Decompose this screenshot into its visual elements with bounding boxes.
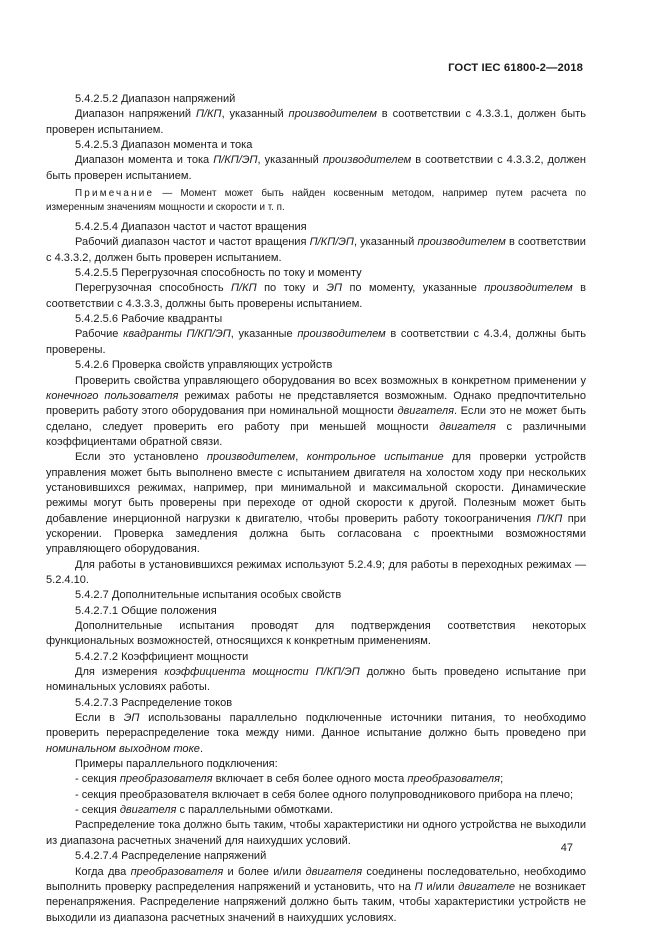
- note-text: — Момент может быть найден косвенным методом, например путем расчета по измеренным значениям мощности и скорости и т. п.: [46, 188, 586, 214]
- section-heading: 5.4.2.7.4 Распределение напряжений: [75, 850, 267, 863]
- paragraph: Для измерения коэффициента мощности П/КП/ЭП должно быть проведено испытание при номинальных условиях работы.: [46, 666, 587, 694]
- section-heading: 5.4.2.7.1 Общие положения: [75, 604, 217, 617]
- note: [46, 187, 586, 215]
- document-body: [46, 92, 586, 926]
- paragraph: Дополнительные испытания проводят для подтверждения соответствия некоторых функциональных возможностей, относящихся к конкретным применениям.: [46, 620, 586, 648]
- section-heading: 5.4.2.5.2 Диапазон напряжений: [75, 93, 236, 105]
- document-header: ГОСТ IEC 61800-2—2018: [448, 62, 583, 74]
- section-heading: 5.4.2.5.5 Перегрузочная способность по току и моменту: [75, 267, 362, 280]
- paragraph: Рабочие квадранты П/КП/ЭП, указанные производителем в соответствии с 4.3.4, должны быть проверены.: [46, 328, 586, 356]
- section-heading: 5.4.2.6 Проверка свойств управляющих устройств: [75, 359, 333, 372]
- section-heading: 5.4.2.7 Дополнительные испытания особых свойств: [75, 589, 342, 602]
- page-number: 47: [560, 842, 573, 854]
- paragraph: Диапазон напряжений П/КП, указанный производителем в соответствии с 4.3.3.1, должен быть проверен испытанием.: [46, 108, 586, 136]
- list-item: - секция двигателя с параллельными обмотками.: [75, 804, 334, 817]
- paragraph: Перегрузочная способность П/КП по току и ЭП по моменту, указанные производителем в соответствии с 4.3.3.3, должны быть проверены испытанием.: [46, 282, 586, 310]
- list-item: - секция преобразователя включает в себя более одного полупроводникового прибора на плечо;: [75, 788, 574, 801]
- list-item: - секция преобразователя включает в себя более одного моста преобразователя;: [75, 773, 504, 786]
- paragraph: Если это установлено производителем, контрольное испытание для проверки устройств управления может быть выполнено вместе с испытанием двигателя на холостом ходу при нескольких установившихся режимах, например, при минимальной и максимальной скорости. Динамические режимы могут быть проверены при переходе от одной скорости к другой. Полезным может быть добавление инерционной нагрузки к двигателю, чтобы проверить работу токоограничения П/КП при ускорении. Проверка замедления должна быть согласована с проектными возможностями управляющего оборудования.: [46, 451, 587, 556]
- note-label: Примечание: [75, 188, 155, 200]
- paragraph: Проверить свойства управляющего оборудования во всех возможных в конкретном применении у конечного пользователя режимах работы не представляется возможным. Однако предпочтительно проверить работу этого оборудования при номинальной мощности двигателя. Если это не может быть сделано, следует проверить его работу при меньшей мощности двигателя с различными коэффициентами обратной связи.: [46, 374, 587, 448]
- paragraph: Примеры параллельного подключения:: [75, 758, 278, 771]
- paragraph: Диапазон момента и тока П/КП/ЭП, указанный производителем в соответствии с 4.3.3.2, должен быть проверен испытанием.: [46, 154, 586, 182]
- section-heading: 5.4.2.5.4 Диапазон частот и частот вращения: [75, 221, 307, 234]
- paragraph: Если в ЭП использованы параллельно подключенные источники питания, то необходимо проверить перераспределение тока между ними. Данное испытание должно быть проведено при номинальном выходном токе.: [46, 712, 586, 755]
- paragraph: Распределение тока должно быть таким, чтобы характеристики ни одного устройства не выходили из диапазона расчетных значений для наихудших условий.: [46, 819, 586, 847]
- paragraph: Когда два преобразователя и более и/или двигателя соединены последовательно, необходимо выполнить проверку распределения напряжений и установить, что на П и/или двигателе не возникает перенапряжения. Распределение напряжений должно быть таким, чтобы характеристики устройств не выходили из диапазона расчетных значений в наихудших условиях.: [46, 865, 586, 924]
- paragraph: Рабочий диапазон частот и частот вращения П/КП/ЭП, указанный производителем в соответствии с 4.3.3.2, должен быть проверен испытанием.: [46, 236, 586, 264]
- section-heading: 5.4.2.5.3 Диапазон момента и тока: [75, 139, 253, 152]
- section-heading: 5.4.2.5.6 Рабочие квадранты: [75, 313, 223, 326]
- section-heading: 5.4.2.7.3 Распределение токов: [75, 696, 233, 709]
- paragraph: Для работы в установившихся режимах используют 5.2.4.9; для работы в переходных режимах — 5.2.4.10.: [46, 558, 586, 586]
- section-heading: 5.4.2.7.2 Коэффициент мощности: [75, 650, 249, 663]
